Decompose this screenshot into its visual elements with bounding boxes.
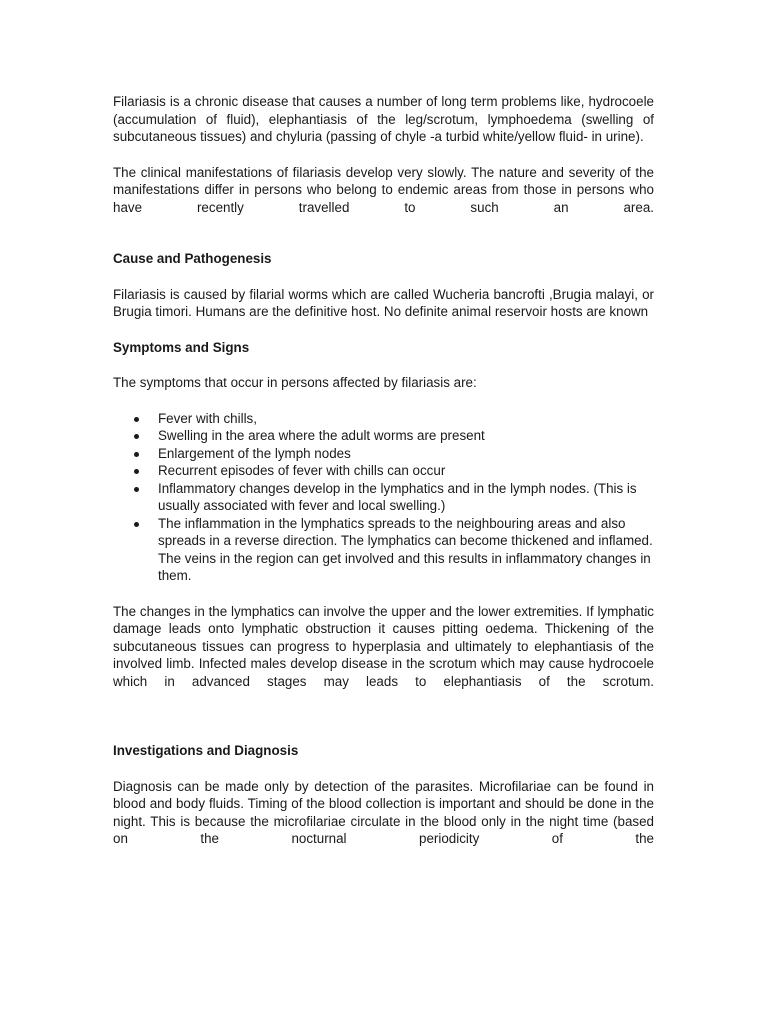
spacer (113, 146, 654, 164)
list-item-text: Recurrent episodes of fever with chills can occur (158, 463, 446, 478)
list-item (113, 462, 654, 480)
list-item-text: Swelling in the area where the adult worms are present (158, 428, 485, 443)
cause-heading: Cause and Pathogenesis (113, 251, 272, 266)
bullet-icon (134, 417, 139, 422)
list-item (113, 410, 654, 428)
bullet-icon (134, 522, 139, 527)
list-item (113, 515, 654, 585)
investigations-heading: Investigations and Diagnosis (113, 743, 299, 758)
bullet-icon (134, 487, 139, 492)
list-item-text: Enlargement of the lymph nodes (158, 445, 351, 461)
spacer (113, 356, 654, 374)
list-item-text: Fever with chills, (158, 410, 257, 426)
bullet-icon (134, 469, 139, 474)
spacer (113, 585, 654, 603)
spacer (113, 321, 654, 339)
document-page (113, 93, 654, 848)
symptoms-list (113, 410, 654, 585)
list-item-text: Inflammatory changes develop in the lymphatics and in the lymph nodes. (This is usually associated with fever and local swelling.) (158, 480, 637, 513)
list-item (113, 480, 654, 515)
symptoms-intro: The symptoms that occur in persons affected by filariasis are: (113, 375, 477, 390)
intro-paragraph-1: Filariasis is a chronic disease that causes a number of long term problems like, hydrocoele (accumulation of fluid), elephantiasis of the leg/scrotum, lymphoedema (swelling of subcutaneous tissues) and chyluria (passing of chyle -a turbid white/yellow fluid- in urine). (113, 94, 654, 144)
symptoms-paragraph-2: The changes in the lymphatics can involve the upper and the lower extremities. If lymphatic damage leads onto lymphatic obstruction it causes pitting oedema. Thickening of the subcutaneous tissues can progress to hyperplasia and ultimately to elephantiasis of the involved limb. Infected males develop disease in the scrotum which may cause hydrocoele which in advanced stages may leads to elephantiasis of the scrotum. (113, 603, 654, 689)
symptoms-heading: Symptoms and Signs (113, 339, 250, 355)
bullet-icon (134, 434, 139, 439)
cause-paragraph: Filariasis is caused by filarial worms which are called Wucheria bancrofti ,Brugia malayi, or Brugia timori. Humans are the definitive host. No definite animal reservoir hosts are known (113, 286, 654, 319)
spacer (113, 760, 654, 778)
spacer (113, 268, 654, 286)
list-item (113, 427, 654, 445)
intro-paragraph-2: The clinical manifestations of filariasis develop very slowly. The nature and severity of the manifestations differ in persons who belong to endemic areas from those in persons who have recently travelled to such an area. (113, 164, 654, 215)
list-item (113, 445, 654, 463)
investigations-paragraph: Diagnosis can be made only by detection of the parasites. Microfilariae can be found in blood and body fluids. Timing of the blood collection is important and should be done in the night. This is because the microfilariae circulate in the blood only in the night time (based on the nocturnal periodicity of the (113, 778, 654, 846)
bullet-icon (134, 452, 139, 457)
spacer (113, 216, 654, 250)
spacer (113, 392, 654, 410)
spacer (113, 690, 654, 742)
list-item-text: The inflammation in the lymphatics spreads to the neighbouring areas and also spreads in a reverse direction. The lymphatics can become thickened and inflamed. The veins in the region can get involved and this results in inflammatory changes in them. (158, 515, 653, 583)
